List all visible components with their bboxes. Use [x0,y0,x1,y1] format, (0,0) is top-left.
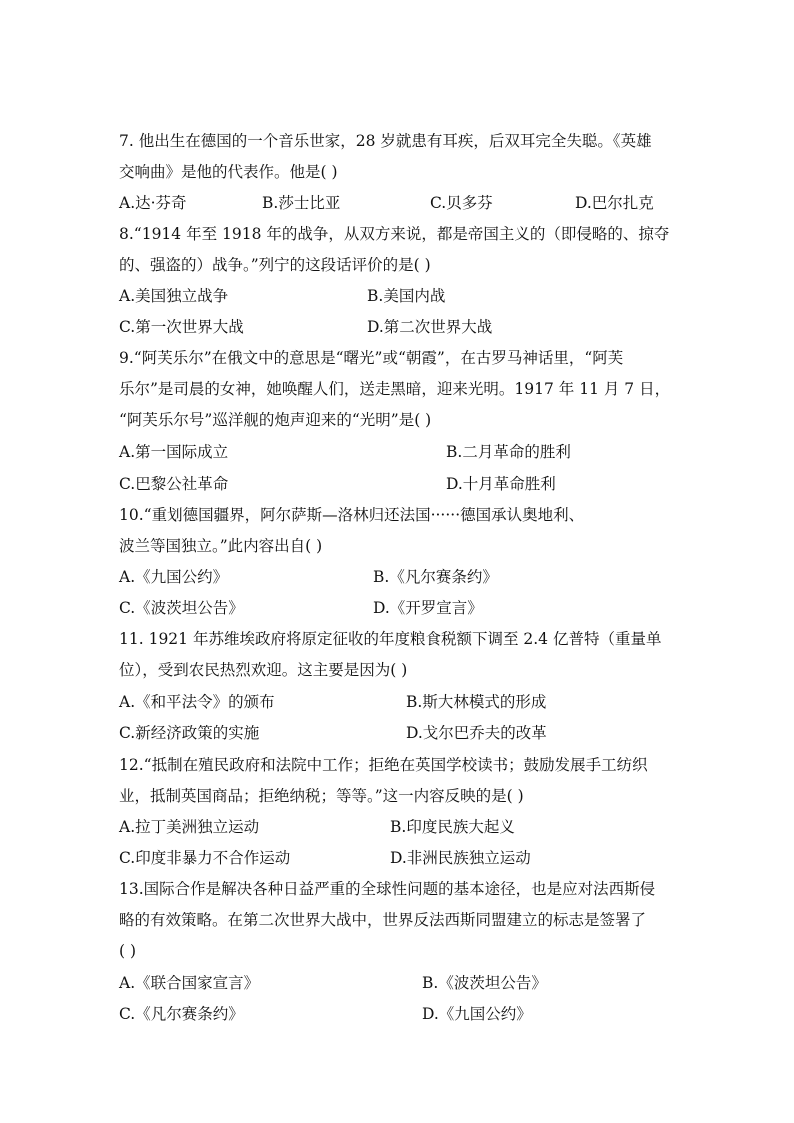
question-12-line-1: 12.“抵制在殖民政府和法院中工作；拒绝在英国学校读书；鼓励发展手工纺织 [119,756,648,774]
question-8-option-b: B.美国内战 [367,287,446,305]
question-13-option-a: A.《联合国家宣言》 [119,974,260,992]
question-12-option-a: A.拉丁美洲独立运动 [119,818,260,836]
question-12-option-c: C.印度非暴力不合作运动 [119,849,291,867]
question-13-line-3: ( ) [119,942,137,960]
question-11-option-c: C.新经济政策的实施 [119,724,260,742]
question-12-line-2: 业，抵制英国商品；拒绝纳税；等等。”这一内容反映的是( ) [119,787,524,805]
question-13-line-1: 13.国际合作是解决各种日益严重的全球性问题的基本途径，也是应对法西斯侵 [119,880,656,898]
question-7-line-1: 7. 他出生在德国的一个音乐世家，28 岁就患有耳疾，后双耳完全失聪。《英雄 [119,132,652,150]
question-10-option-b: B.《凡尔赛条约》 [373,568,498,586]
question-9-option-b: B.二月革命的胜利 [446,443,571,461]
question-9-option-d: D.十月革命胜利 [446,475,556,493]
question-8-option-d: D.第二次世界大战 [367,318,493,336]
question-13-line-2: 略的有效策略。在第二次世界大战中，世界反法西斯同盟建立的标志是签署了 [119,911,647,929]
question-7-option-b: B.莎士比亚 [262,194,341,212]
question-9-option-c: C.巴黎公社革命 [119,475,229,493]
question-12-option-d: D.非洲民族独立运动 [390,849,531,867]
question-8-option-c: C.第一次世界大战 [119,318,244,336]
question-13-option-c: C.《凡尔赛条约》 [119,1005,244,1023]
question-9-line-3: “阿芙乐尔号”巡洋舰的炮声迎来的“光明”是( ) [119,411,432,429]
question-9-line-2: 乐尔”是司晨的女神，她唤醒人们，送走黑暗，迎来光明。1917 年 11 月 7 日， [119,380,671,398]
question-8-line-2: 的、强盗的）战争。”列宁的这段话评价的是( ) [119,256,431,274]
question-11-option-d: D.戈尔巴乔夫的改革 [406,724,547,742]
question-7-option-c: C.贝多芬 [430,194,493,212]
question-13-option-d: D.《九国公约》 [422,1005,532,1023]
question-13-option-b: B.《波茨坦公告》 [422,974,547,992]
question-9-line-1: 9.“阿芙乐尔”在俄文中的意思是“曙光”或“朝霞”，在古罗马神话里，“阿芙 [119,349,624,367]
question-10-line-1: 10.“重划德国疆界，阿尔萨斯—洛林归还法国······德国承认奥地利、 [119,506,585,524]
question-11-line-2: 位），受到农民热烈欢迎。这主要是因为( ) [119,661,408,679]
question-10-option-a: A.《九国公约》 [119,568,229,586]
question-11-option-a: A.《和平法令》的颁布 [119,693,275,711]
question-12-option-b: B.印度民族大起义 [390,818,515,836]
question-8-line-1: 8.“1914 年至 1918 年的战争，从双方来说，都是帝国主义的（即侵略的、掠夺 [119,225,670,243]
question-11-option-b: B.斯大林模式的形成 [406,693,547,711]
question-11-line-1: 11. 1921 年苏维埃政府将原定征收的年度粮食税额下调至 2.4 亿普特（重量单 [119,630,662,648]
question-8-option-a: A.美国独立战争 [119,287,229,305]
question-7-option-a: A.达·芬奇 [119,194,187,212]
question-9-option-a: A.第一国际成立 [119,443,229,461]
question-7-option-d: D.巴尔扎克 [575,194,654,212]
question-10-option-c: C.《波茨坦公告》 [119,599,244,617]
question-10-option-d: D.《开罗宣言》 [373,599,483,617]
question-7-line-2: 交响曲》是他的代表作。他是( ) [119,163,338,181]
question-10-line-2: 波兰等国独立。”此内容出自( ) [119,537,323,555]
